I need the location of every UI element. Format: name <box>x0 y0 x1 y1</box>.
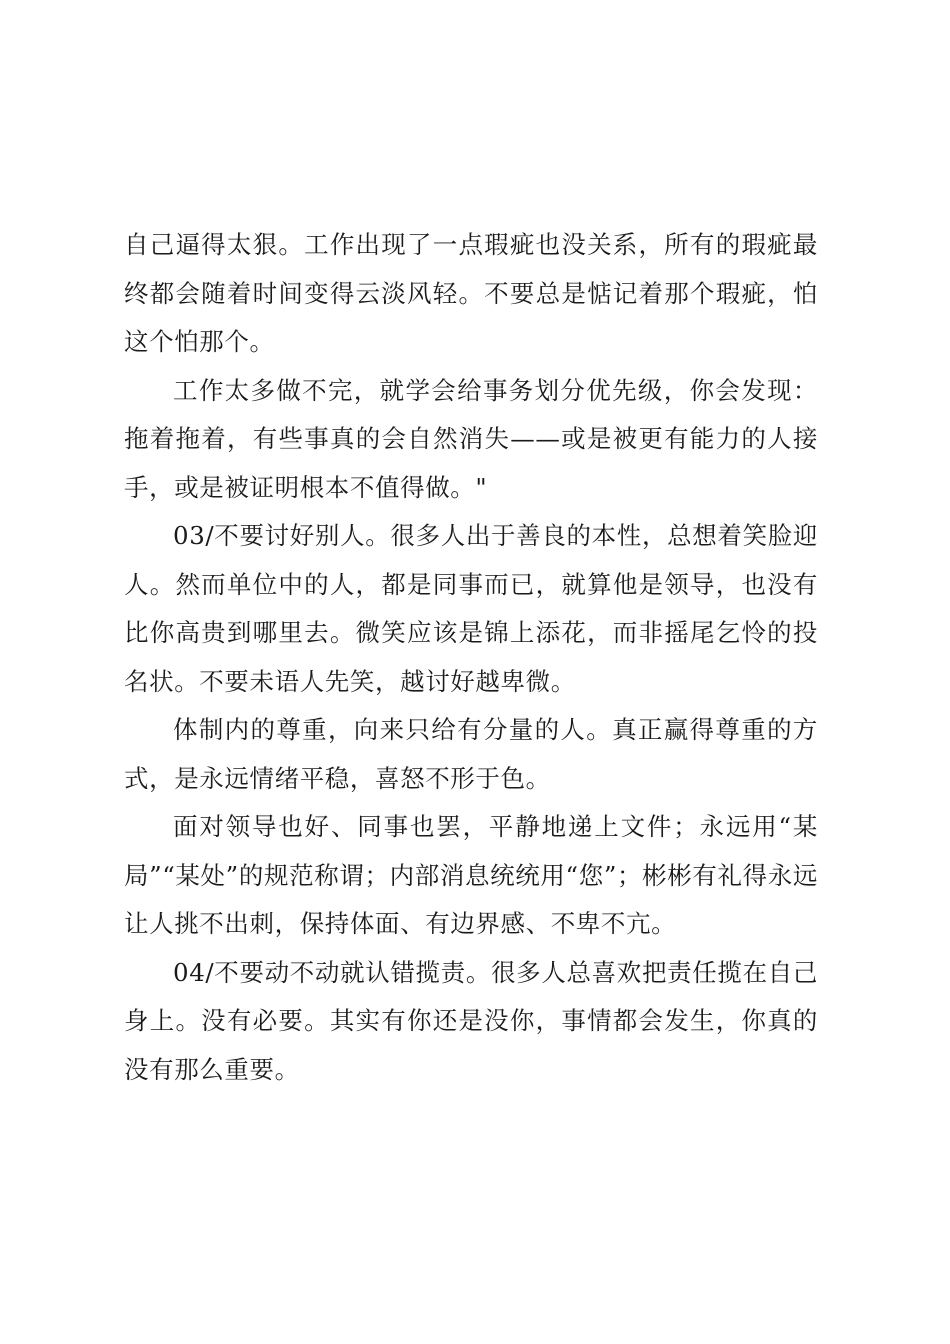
paragraph-6: 04/不要动不动就认错揽责。很多人总喜欢把责任揽在自己身上。没有必要。其实有你还是没你，事情都会发生，你真的没有那么重要。 <box>124 957 818 1084</box>
paragraph-3: 03/不要讨好别人。很多人出于善良的本性，总想着笑脸迎人。然而单位中的人，都是同事而已，就算他是领导，也没有比你高贵到哪里去。微笑应该是锦上添花，而非摇尾乞怜的投名状。不要未语人先笑，越讨好越卑微。 <box>124 521 818 696</box>
document-body <box>124 221 818 1094</box>
paragraph-1: 自己逼得太狠。工作出现了一点瑕疵也没关系，所有的瑕疵最终都会随着时间变得云淡风轻。不要总是惦记着那个瑕疵，怕这个怕那个。 <box>124 230 818 356</box>
paragraph-2: 工作太多做不完，就学会给事务划分优先级，你会发现：拖着拖着，有些事真的会自然消失——或是被更有能力的人接手，或是被证明根本不值得做。" <box>124 375 818 502</box>
paragraph-5: 面对领导也好、同事也罢，平静地递上文件；永远用“某局”“某处”的规范称谓；内部消息统统用“您”；彬彬有礼得永远让人挑不出刺，保持体面、有边界感、不卑不亢。 <box>124 812 818 938</box>
paragraph-4: 体制内的尊重，向来只给有分量的人。真正赢得尊重的方式，是永远情绪平稳，喜怒不形于色。 <box>124 715 818 793</box>
